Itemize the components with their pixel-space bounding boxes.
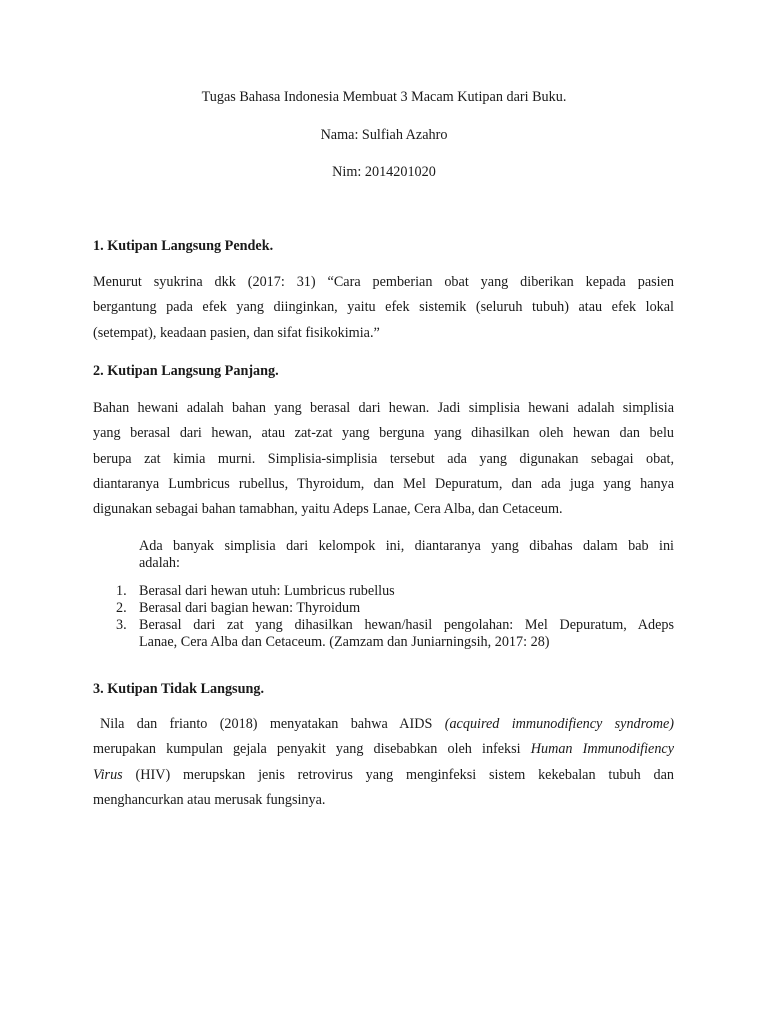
list-item-text: Berasal dari hewan utuh: Lumbricus rubellus — [139, 583, 395, 599]
list-item-text: Lanae, Cera Alba dan Cetaceum. (Zamzam dan Juniarningsih, 2017: 28) — [139, 634, 550, 650]
paragraph-line: bergantung pada efek yang diinginkan, yaitu efek sistemik (seluruh tubuh) atau efek lokal — [93, 299, 674, 316]
student-name: Nama: Sulfiah Azahro — [320, 127, 448, 143]
list-item — [110, 617, 674, 651]
paragraph-line: (setempat), keadaan pasien, dan sifat fisikokimia.” — [93, 324, 380, 341]
section-1-heading: 1. Kutipan Langsung Pendek. — [93, 238, 274, 254]
paragraph-line: berupa zat kimia murni. Simplisia-simplisia tersebut ada yang digunakan sebagai obat, — [93, 450, 674, 467]
section-2-heading: 2. Kutipan Langsung Panjang. — [93, 363, 279, 379]
list-item — [110, 583, 674, 600]
document-title: Tugas Bahasa Indonesia Membuat 3 Macam Kutipan dari Buku. — [201, 89, 567, 105]
italic-term: (acquired immunodifiency syndrome) — [444, 716, 674, 732]
section-3-heading: 3. Kutipan Tidak Langsung. — [93, 681, 264, 697]
section-3-paragraph — [93, 712, 674, 813]
line-text: merupakan kumpulan gejala penyakit yang disebabkan oleh infeksi — [93, 741, 521, 758]
list-number: 2. — [116, 600, 127, 616]
quote-line: adalah: — [139, 555, 180, 571]
list-item-text: Berasal dari bagian hewan: Thyroidum — [139, 600, 361, 616]
list-item — [110, 600, 674, 617]
list-item-text: Berasal dari zat yang dihasilkan hewan/hasil pengolahan: Mel Depuratum, Adeps — [139, 617, 674, 633]
list-number: 1. — [116, 583, 127, 599]
line-text: Nila dan frianto (2018) menyatakan bahwa AIDS — [100, 716, 433, 732]
paragraph-line — [93, 763, 674, 788]
paragraph-line: yang berasal dari hewan, atau zat-zat yang berguna yang dihasilkan oleh hewan dan belu — [93, 425, 674, 442]
paragraph-line — [93, 737, 674, 762]
paragraph-line: digunakan sebagai bahan tamabhan, yaitu Adeps Lanae, Cera Alba, dan Cetaceum. — [93, 501, 563, 518]
section-2-paragraph — [93, 396, 674, 522]
quote-line: Ada banyak simplisia dari kelompok ini, diantaranya yang dibahas dalam bab ini — [139, 538, 674, 554]
student-nim: Nim: 2014201020 — [332, 164, 436, 180]
paragraph-line: menghancurkan atau merusak fungsinya. — [93, 791, 326, 808]
italic-term: Human Immunodifiency — [530, 741, 675, 758]
section-1-paragraph — [93, 270, 674, 346]
list-number: 3. — [116, 617, 127, 633]
paragraph-line: Bahan hewani adalah bahan yang berasal dari hewan. Jadi simplisia hewani adalah simplisia — [93, 400, 674, 416]
paragraph-line — [93, 712, 674, 737]
simplisia-list — [110, 583, 674, 651]
italic-term: Virus — [93, 766, 123, 783]
paragraph-line: diantaranya Lumbricus rubellus, Thyroidum, dan Mel Depuratum, dan ada juga yang hanya — [93, 475, 674, 492]
paragraph-line: Menurut syukrina dkk (2017: 31) “Cara pemberian obat yang diberikan kepada pasien — [93, 274, 674, 290]
line-text: (HIV) merupskan jenis retrovirus yang menginfeksi sistem kekebalan tubuh dan — [135, 766, 675, 783]
block-quote — [139, 538, 674, 572]
